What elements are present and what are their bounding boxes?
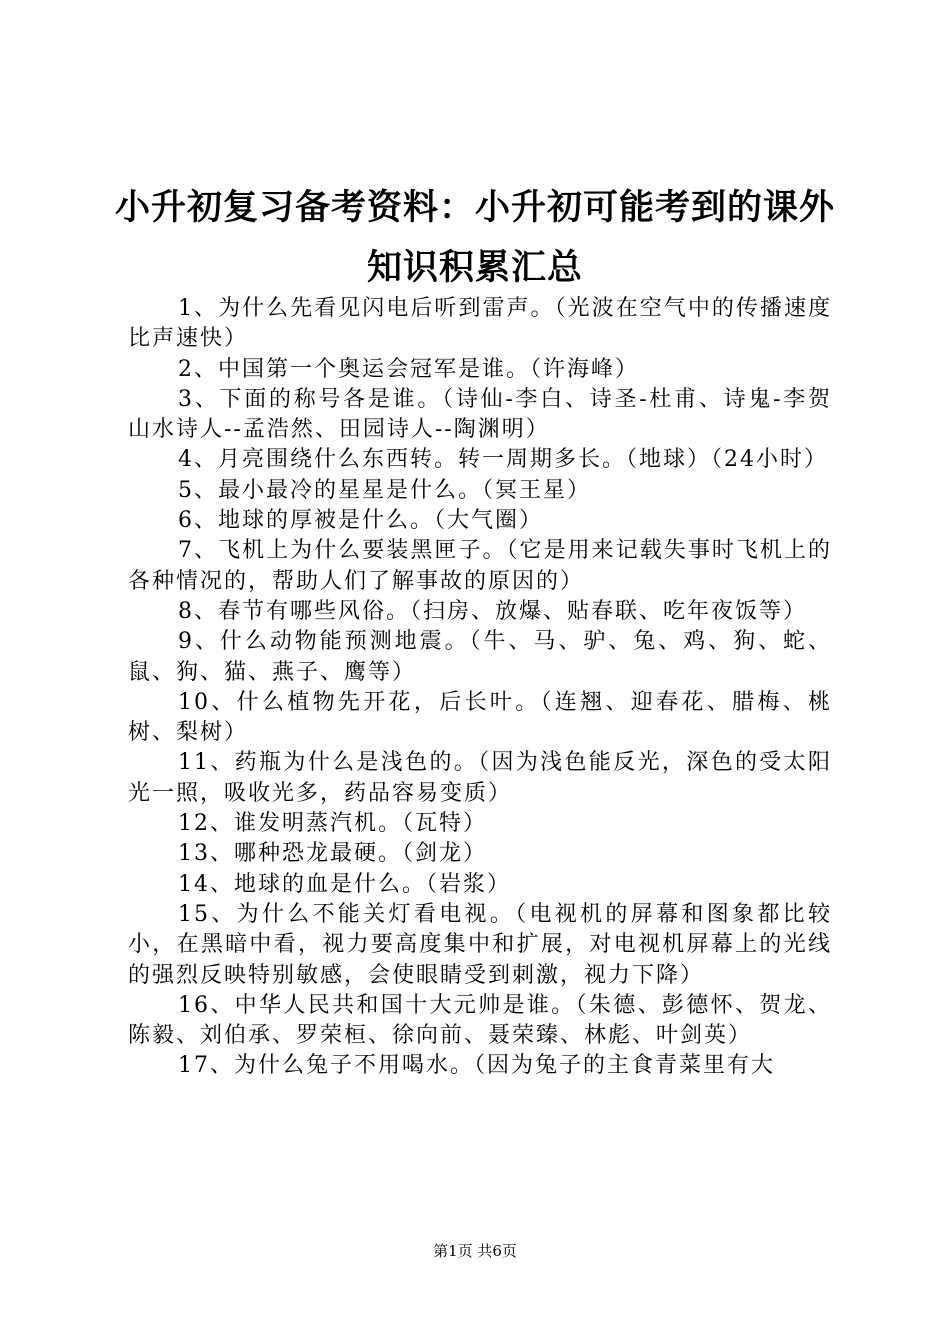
paragraph-3: 3、下面的称号各是谁。（诗仙-李白、诗圣-杜甫、诗鬼-李贺山水诗人--孟浩然、田园诗人--陶渊明） bbox=[128, 386, 832, 443]
paragraph-10: 10、什么植物先开花，后长叶。（连翘、迎春花、腊梅、桃树、梨树） bbox=[128, 689, 832, 746]
paragraph-8: 8、春节有哪些风俗。（扫房、放爆、贴春联、吃年夜饭等） bbox=[178, 598, 807, 624]
paragraph-15: 15、为什么不能关灯看电视。（电视机的屏幕和图象都比较小，在黑暗中看，视力要高度集中和扩展，对电视机屏幕上的光线的强烈反映特别敏感，会使眼睛受到刺激，视力下降） bbox=[128, 901, 832, 988]
paragraph-7: 7、飞机上为什么要装黑匣子。（它是用来记载失事时飞机上的各种情况的，帮助人们了解事故的原因的） bbox=[128, 538, 832, 594]
paragraph-17: 17、为什么兔子不用喝水。（因为兔子的主食青菜里有大 bbox=[178, 1053, 775, 1079]
paragraph-11: 11、药瓶为什么是浅色的。（因为浅色能反光，深色的受太阳光一照，吸收光多，药品容易变质） bbox=[128, 750, 832, 806]
document-title bbox=[0, 178, 950, 298]
title-line-2: 知识积累汇总 bbox=[366, 247, 583, 288]
paragraph-14: 14、地球的血是什么。（岩浆） bbox=[178, 871, 511, 897]
page-number-footer: 第1页 共6页 bbox=[433, 1242, 517, 1260]
title-line-1: 小升初复习备考资料：小升初可能考到的课外 bbox=[114, 187, 835, 228]
paragraph-6: 6、地球的厚被是什么。（大气圈） bbox=[178, 508, 543, 534]
paragraph-2: 2、中国第一个奥运会冠军是谁。（许海峰） bbox=[178, 356, 639, 382]
paragraph-9: 9、什么动物能预测地震。（牛、马、驴、兔、鸡、狗、蛇、鼠、狗、猫、燕子、鹰等） bbox=[128, 629, 832, 685]
paragraph-12: 12、谁发明蒸汽机。（瓦特） bbox=[178, 811, 487, 837]
paragraph-4: 4、月亮围绕什么东西转。转一周期多长。（地球）（24小时） bbox=[178, 447, 828, 473]
paragraph-5: 5、最小最冷的星星是什么。（冥王星） bbox=[178, 477, 591, 503]
document-body bbox=[128, 294, 832, 1082]
paragraph-1: 1、为什么先看见闪电后听到雷声。（光波在空气中的传播速度比声速快） bbox=[128, 296, 832, 352]
paragraph-16: 16、中华人民共和国十大元帅是谁。（朱德、彭德怀、贺龙、陈毅、刘伯承、罗荣桓、徐向前、聂荣臻、林彪、叶剑英） bbox=[128, 992, 832, 1049]
paragraph-13: 13、哪种恐龙最硬。（剑龙） bbox=[178, 841, 487, 867]
